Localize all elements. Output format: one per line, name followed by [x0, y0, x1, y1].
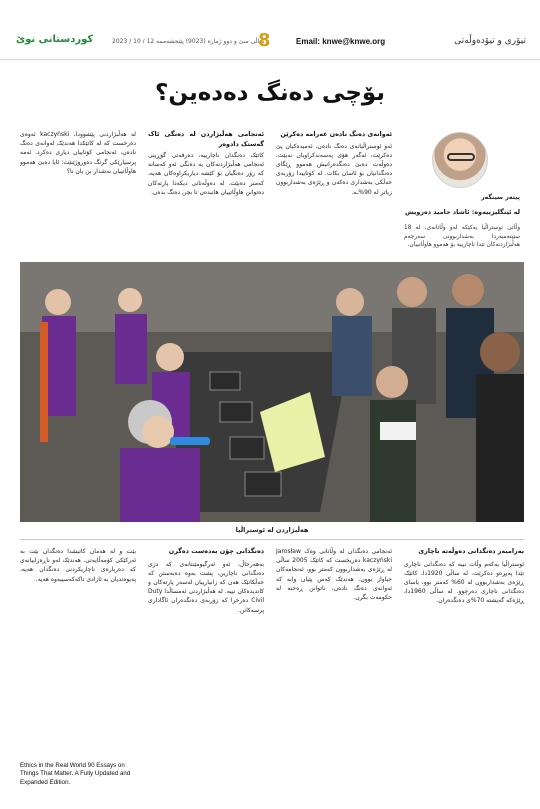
issue-line: ساڵی سێ و دوو ژمارە (9023) پێنجشەممە 12 / 10 / 2023 [112, 38, 265, 45]
subheading: دەنگدانی چۆن بەدەست دەگرن [168, 547, 264, 555]
section-title: تیۆری و تیۆدەوڵەتی [454, 36, 526, 46]
paragraph: ئەنجامی دەنگدان لە وڵاتانی وەک Jarosław kaczyński دەریخست کە کاتێک 2005 ساڵی لە ڕێژەی بەشداربوون کەمتر بوو، ئەنجامەکان جیاواز بوون. هەندێک کەس پێیان وایە کە ئەوانەی دەنگ نادەن، ناتوانن ڕەخنە لە حکومەت بگرن. [276, 548, 392, 602]
paragraph: بێت و لە هەمان کاتیشدا دەنگدان بێت بە ئەرکێکی کۆمەڵایەتی. هەندێک لەو ناڕەزاییانەی کە دەربارەی ناچاریکردنی دەنگدان هەیە، پەیوەندیان بە ئازادی تاکەکەسییەوە هەیە. [20, 548, 136, 583]
article-headline: بۆچی دەنگ دەدەین؟ [155, 80, 385, 106]
author-photo [432, 132, 488, 188]
polling-station-illustration [20, 262, 524, 522]
text-column-3 [20, 128, 136, 248]
book-reference: Ethics in the Real World 90 Essays on Things That Matter. A Fully Updated and Expanded Edition. [20, 762, 131, 786]
page-number: 8 [258, 30, 271, 51]
subheading: بەرامبەر دەنگدانی دەوڵەتە ناچاری [418, 547, 524, 555]
election-photo [20, 262, 524, 522]
paragraph: کاتێک دەنگدان ناچارییە، دەرفەتی گۆڕینی ئەنجامی هەڵبژاردنەکان بە دەنگی ئەو کەسانە کە زۆر دەنگیان بۆ کێشە دیاریکراوەکان هەیە، کەمتر دەبێت. لە دەوڵەتانی دیکەدا پارتەکان دەتوانن هاوڵاتییان هانبدەن تا بچن دەنگ بدەن. [148, 152, 264, 196]
page-header [0, 0, 540, 60]
newspaper-logo: کوردستانی نوێ [16, 34, 94, 45]
glasses-icon [447, 153, 475, 161]
subheading: ئەنجامی هەڵبژاردن لە دەنگی ئاک گەستک دادوەر [148, 130, 264, 148]
lower-column-2 [276, 544, 392, 796]
article-intro: وڵاتی ئوستراڵیا یەکێکە لەو وڵاتانەی، لە 18 سێپتەمبەردا بەشداربوونی سەرجەم هەڵبژاردنەکان تێدا ناچارییە بۆ هەموو هاوڵاتییان. [404, 225, 520, 249]
paragraph: ئەو ئوستراڵیانەی دەنگ نادەن، ئەمیدەکیان پێ دەکرێت، ئەگەر هۆی پەسەندکراویان نەبێت. دەوڵەت دەبێ دەنگدەرانیش هەموو ڕێگای دەنگدانیان بۆ ئاسان بکات. لە کۆتاییدا زۆربەی خەڵکی بەشداری دەکەن و ڕێژەی بەشداربوون زیاتر لە 90%ـە. [276, 142, 392, 196]
paragraph: لە هەڵبژاردنی پێشوودا، kaczyński ئەوەی دەرخست کە لە کاتێکدا هەندێک لەوانەی دەنگ نادەن، ئەنجامی کۆتاییان دیاری دەکرد. ئەمە پرسیارێکی گرنگ دەوروژێنێت: ئایا دەبێ هەموو هاوڵاتییان بەشدار بن یان نا؟ [20, 131, 136, 175]
author-box [404, 128, 524, 252]
email-link[interactable]: Email: knwe@knwe.org [296, 37, 386, 46]
lower-column-1 [404, 544, 524, 796]
lower-column-3 [148, 544, 264, 796]
text-column-2 [148, 128, 264, 248]
photo-caption: هەڵبژاردن لە ئوستراڵیا [20, 526, 524, 540]
lower-column-4 [20, 544, 136, 754]
translator-credit: لە ئینگلیزییەوە: ئاشاد حامید دەرویش [404, 208, 520, 216]
text-column-1 [276, 128, 392, 248]
author-name: پیتەر سینگەر [481, 194, 520, 201]
subheading: ئەوانەی دەنگ نادەن غەرامە دەکرێن [280, 130, 392, 138]
paragraph: بەهەرحاڵ، ئەو ئەرگیومێنتانەی کە دژی دەنگدانی ناچارین، پشت بەوە دەبەستن کە خەڵکانێک هەن کە زانیارییان لەسەر پارتەکان و کاندیدەکان نییە. لە هەڵبژاردنی ئەمساڵدا Duty Civil دەرخرا کە زۆربەی دەنگدەران ئاگاداری پرسەکانن. [148, 560, 264, 614]
paragraph: ئوستراڵیا یەکەم وڵات نییە کە دەنگدانی ناچاری تێدا پەیڕەو دەکرێت. لە ساڵی 1920دا، کاتێک ڕێژەی بەشداربوون لە 60% کەمتر بوو، یاسای دەنگدانی ناچاری دەرچوو. لە ساڵی 1960دا، ڕێژەکە گەیشتە 70%ی دەنگدەران. [404, 560, 524, 605]
